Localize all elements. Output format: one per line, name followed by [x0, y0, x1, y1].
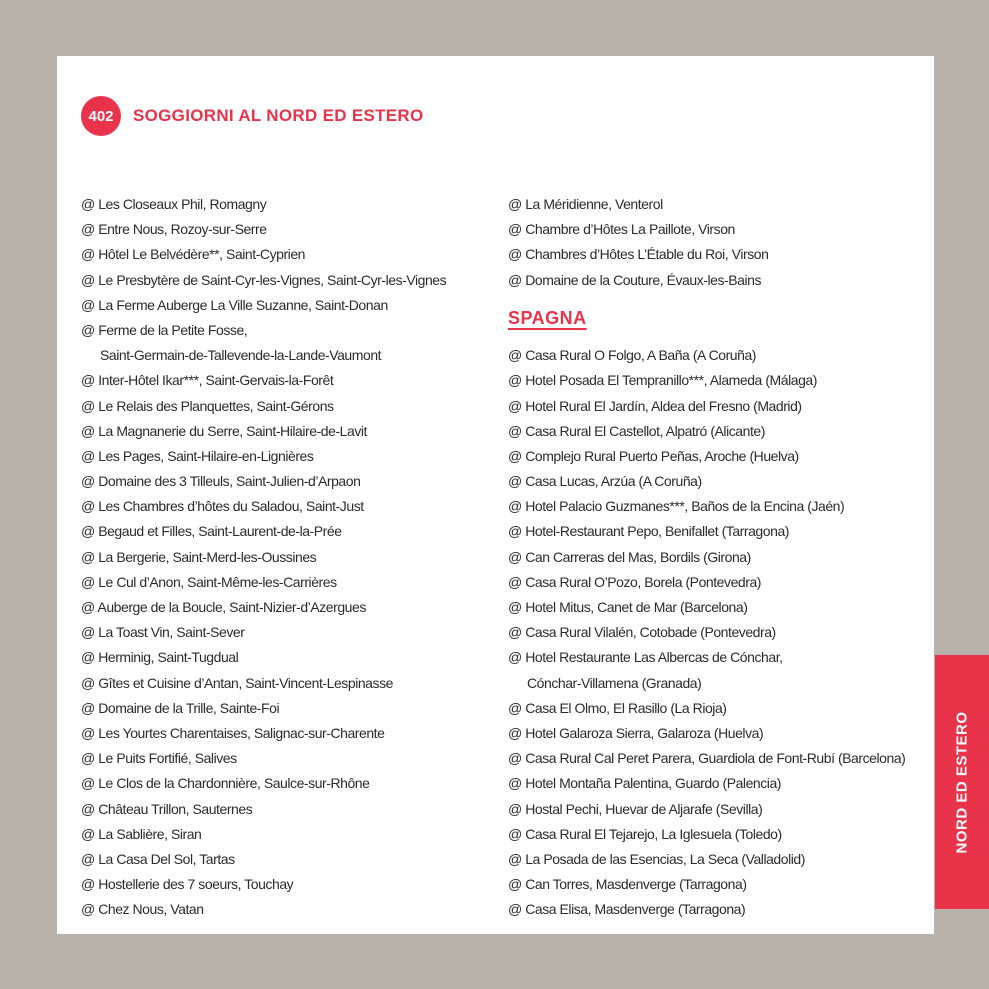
- section-heading-spagna-label: SPAGNA: [508, 307, 587, 328]
- list-item: @ Domaine de la Couture, Évaux-les-Bains: [508, 271, 762, 288]
- list-item: @ La Bergerie, Saint-Merd-les-Oussines: [81, 548, 317, 565]
- list-item: @ La Sablière, Siran: [81, 825, 202, 842]
- section-heading-spagna: [508, 293, 928, 343]
- page-number-badge: 402: [81, 96, 121, 136]
- list-item: @ Les Yourtes Charentaises, Salignac-sur-Charente: [81, 724, 385, 741]
- list-item: @ Casa Rural El Castellot, Alpatró (Alicante): [508, 422, 765, 439]
- list-item: @ Le Clos de la Chardonnière, Saulce-sur-Rhône: [81, 775, 370, 792]
- list-item: @ Hôtel Le Belvédère**, Saint-Cyprien: [81, 246, 306, 263]
- list-item: @ La Casa Del Sol, Tartas: [81, 850, 235, 867]
- list-item: @ La Magnanerie du Serre, Saint-Hilaire-de-Lavit: [81, 422, 367, 439]
- list-item: @ Inter-Hôtel Ikar***, Saint-Gervais-la-Forêt: [81, 372, 334, 389]
- list-item: @ Chambres d’Hôtes L’Étable du Roi, Virson: [508, 246, 769, 263]
- list-item: @ Domaine de la Trille, Sainte-Foi: [81, 699, 280, 716]
- list-item: @ Le Relais des Planquettes, Saint-Gérons: [81, 397, 334, 414]
- list-item: @ Herminig, Saint-Tugdual: [81, 649, 239, 666]
- list-item: @ Hotel Galaroza Sierra, Galaroza (Huelva): [508, 724, 764, 741]
- list-item: @ Les Chambres d’hôtes du Saladou, Saint-Just: [81, 498, 364, 515]
- list-item: @ Hotel Rural El Jardín, Aldea del Fresno (Madrid): [508, 397, 802, 414]
- list-item: @ Can Carreras del Mas, Bordils (Girona): [508, 548, 751, 565]
- page: [57, 56, 934, 934]
- list-item: @ La Ferme Auberge La Ville Suzanne, Saint-Donan: [81, 296, 388, 313]
- list-item: @ Le Cul d’Anon, Saint-Même-les-Carrières: [81, 573, 337, 590]
- list-item: @ Hotel Montaña Palentina, Guardo (Palencia): [508, 775, 782, 792]
- page-header: [81, 96, 424, 136]
- list-item: @ Ferme de la Petite Fosse,: [81, 321, 248, 338]
- list-item: @ Casa Rural O’Pozo, Borela (Pontevedra): [508, 573, 761, 590]
- list-item: @ Casa Elisa, Masdenverge (Tarragona): [508, 901, 746, 918]
- list-item: @ Le Puits Fortifié, Salives: [81, 750, 237, 767]
- list-item: @ Domaine des 3 Tilleuls, Saint-Julien-d’Arpaon: [81, 473, 361, 490]
- list-item: @ Hotel Posada El Tempranillo***, Alameda (Málaga): [508, 372, 817, 389]
- list-item: @ Gîtes et Cuisine d’Antan, Saint-Vincent-Lespinasse: [81, 674, 393, 691]
- list-item: @ La Toast Vin, Saint-Sever: [81, 624, 245, 641]
- list-item: @ Casa El Olmo, El Rasillo (La Rioja): [508, 699, 727, 716]
- list-item: @ Entre Nous, Rozoy-sur-Serre: [81, 221, 267, 238]
- list-item: @ Casa Rural Vilalén, Cotobade (Pontevedra): [508, 624, 776, 641]
- list-item: @ Chambre d’Hôtes La Paillote, Virson: [508, 221, 735, 238]
- list-item: @ Hotel Mitus, Canet de Mar (Barcelona): [508, 599, 748, 616]
- right-column-top-list: [508, 192, 928, 293]
- list-item: @ Casa Lucas, Arzúa (A Coruña): [508, 473, 702, 490]
- list-item-continuation: Cónchar-Villamena (Granada): [527, 674, 702, 691]
- list-item-continuation: Saint-Germain-de-Tallevende-la-Lande-Vaumont: [100, 347, 382, 364]
- list-item: @ Les Pages, Saint-Hilaire-en-Lignières: [81, 447, 314, 464]
- side-tab: [935, 655, 989, 909]
- list-item: @ Chez Nous, Vatan: [81, 901, 204, 918]
- list-item: @ Le Presbytère de Saint-Cyr-les-Vignes, Saint-Cyr-les-Vignes: [81, 271, 447, 288]
- list-item: @ Complejo Rural Puerto Peñas, Aroche (Huelva): [508, 447, 799, 464]
- list-item: @ Hotel-Restaurant Pepo, Benifallet (Tarragona): [508, 523, 789, 540]
- list-item: @ Begaud et Filles, Saint-Laurent-de-la-Prée: [81, 523, 342, 540]
- page-title: SOGGIORNI AL NORD ED ESTERO: [133, 106, 424, 125]
- list-item: @ La Méridienne, Venterol: [508, 196, 663, 212]
- list-item: @ Hotel Palacio Guzmanes***, Baños de la Encina (Jaén): [508, 498, 845, 515]
- spagna-list: [508, 343, 928, 922]
- list-item: @ Hostal Pechi, Huevar de Aljarafe (Sevilla): [508, 800, 763, 817]
- side-tab-label: NORD ED ESTERO: [953, 710, 971, 854]
- list-item: @ La Posada de las Esencias, La Seca (Valladolid): [508, 850, 805, 867]
- list-item: @ Casa Rural Cal Peret Parera, Guardiola de Font-Rubí (Barcelona): [508, 750, 906, 767]
- list-item: @ Hostellerie des 7 soeurs, Touchay: [81, 876, 294, 893]
- list-item: @ Château Trillon, Sauternes: [81, 800, 253, 817]
- list-item: @ Casa Rural O Folgo, A Baña (A Coruña): [508, 347, 757, 364]
- right-column: [508, 192, 928, 922]
- left-column: [81, 192, 501, 922]
- list-item: @ Casa Rural El Tejarejo, La Iglesuela (Toledo): [508, 825, 782, 842]
- list-item: @ Les Closeaux Phil, Romagny: [81, 196, 267, 212]
- list-item: @ Auberge de la Boucle, Saint-Nizier-d’Azergues: [81, 599, 366, 615]
- list-item: @ Hotel Restaurante Las Albercas de Cónchar,: [508, 649, 783, 666]
- list-item: @ Can Torres, Masdenverge (Tarragona): [508, 876, 747, 893]
